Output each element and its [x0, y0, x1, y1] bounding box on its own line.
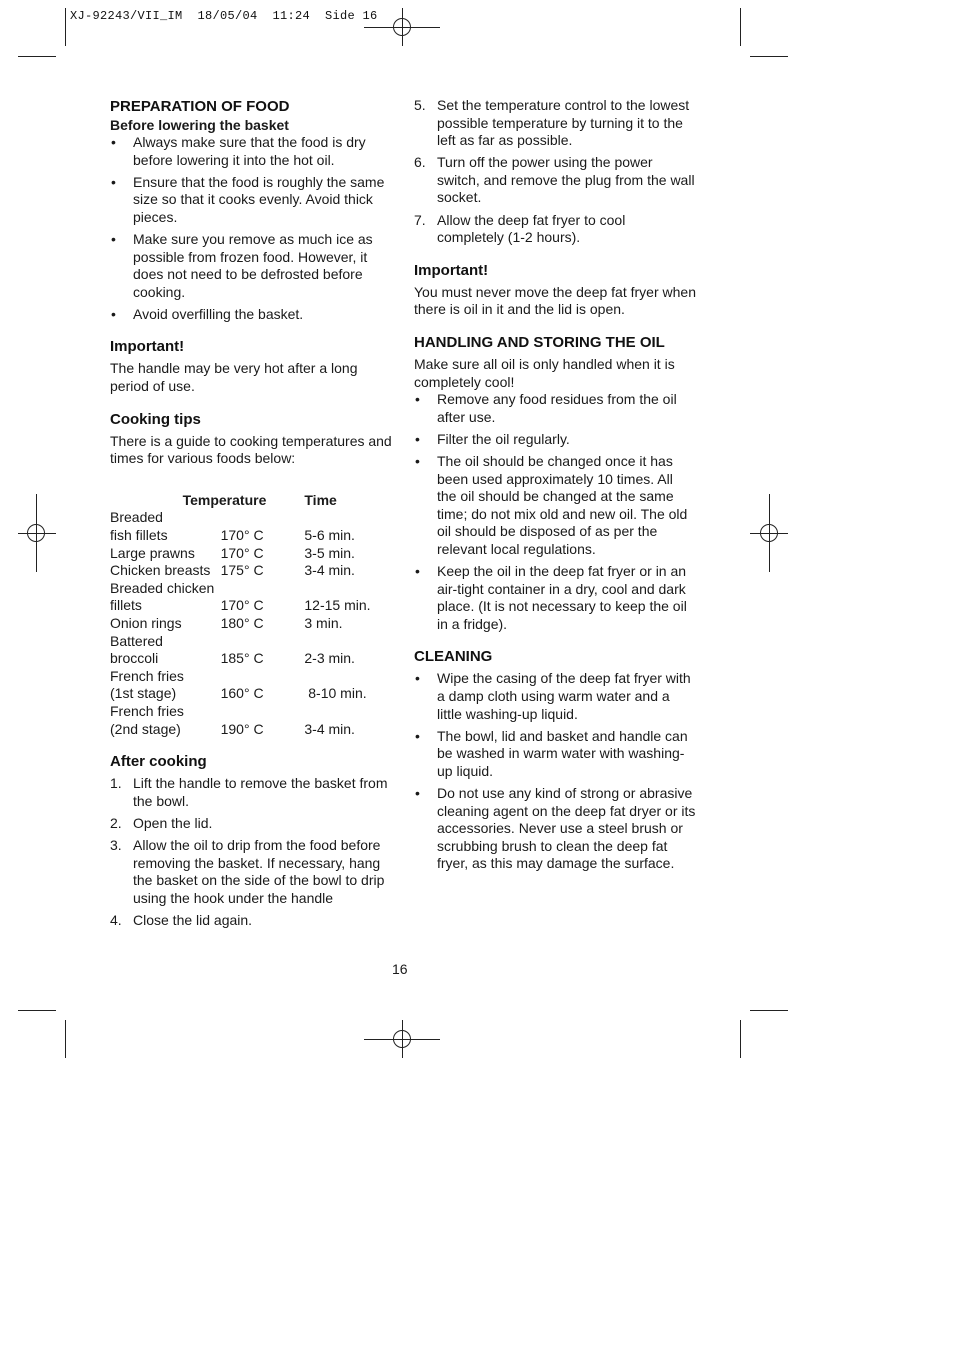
- table-row: fish fillets 170° C 5-6 min.: [110, 527, 355, 543]
- table-row: Battered: [110, 632, 163, 649]
- important-heading: Important!: [110, 338, 185, 356]
- list-item: 6. Turn off the power using the power switch, and remove the plug from the wall socket.: [414, 154, 695, 206]
- cleaning-list: [414, 670, 696, 873]
- table-row: Onion rings 180° C 3 min.: [110, 614, 343, 631]
- list-item: 3. Allow the oil to drip from the food before removing the basket. If necessary, hang the basket on the side of the bowl to drip using the hook under the handle: [110, 836, 385, 906]
- section-heading-preparation: PREPARATION OF FOOD: [110, 98, 290, 115]
- bullet-icon: •: [111, 230, 116, 247]
- bullet-icon: •: [111, 134, 116, 150]
- before-lowering-list: [110, 134, 392, 323]
- bullet-icon: •: [415, 670, 420, 687]
- list-item: 7. Allow the deep fat fryer to cool completely (1-2 hours).: [414, 211, 626, 246]
- cooking-tips-heading: Cooking tips: [110, 410, 201, 428]
- list-item: • Remove any food residues from the oil after use.: [415, 391, 677, 425]
- table-row: Large prawns 170° C 3-5 min.: [110, 544, 355, 561]
- crop-mark: [18, 56, 56, 57]
- bullet-icon: •: [415, 727, 420, 744]
- table-row: fillets 170° C 12-15 min.: [110, 597, 371, 614]
- right-column: [414, 97, 696, 877]
- crop-mark: [18, 1010, 56, 1011]
- list-item: • Ensure that the food is roughly the same size so that it cooks evenly. Avoid thick pieces.: [111, 173, 385, 225]
- list-item: 2. Open the lid.: [110, 814, 213, 831]
- list-item: • Make sure you remove as much ice as possible from frozen food. However, it does not need to be defrosted before cooking.: [111, 230, 373, 300]
- table-header-row: [110, 492, 392, 510]
- step-number: 7.: [414, 211, 426, 228]
- print-slug: XJ-92243/VII_IM 18/05/04 11:24 Side 16: [70, 9, 378, 23]
- list-item: • The bowl, lid and basket and handle can be washed in warm water with washing-up liquid.: [415, 727, 688, 779]
- step-number: 3.: [110, 836, 122, 853]
- cooking-table: [110, 492, 392, 738]
- crop-mark: [750, 1010, 788, 1011]
- table-row: (1st stage) 160° C 8-10 min.: [110, 685, 367, 702]
- list-item: • Always make sure that the food is dry before lowering it into the hot oil.: [111, 134, 366, 168]
- bullet-icon: •: [111, 173, 116, 190]
- bullet-icon: •: [415, 391, 420, 408]
- registration-circle-icon: [393, 1030, 411, 1048]
- step-number: 4.: [110, 911, 122, 928]
- crop-mark: [750, 56, 788, 57]
- left-column: [110, 97, 392, 934]
- table-row: Breaded chicken: [110, 579, 215, 596]
- crop-mark: [65, 8, 66, 46]
- step-number: 6.: [414, 154, 426, 171]
- oil-list: [414, 391, 696, 633]
- bullet-icon: •: [415, 784, 420, 801]
- list-item: 4. Close the lid again.: [110, 911, 253, 928]
- bullet-icon: •: [111, 305, 116, 322]
- section-heading-oil: HANDLING AND STORING THE OIL: [414, 333, 665, 351]
- bullet-icon: •: [415, 452, 420, 469]
- list-item: • Filter the oil regularly.: [415, 430, 570, 447]
- step-number: 1.: [110, 775, 122, 792]
- registration-circle-icon: [27, 524, 45, 542]
- registration-circle-icon: [760, 524, 778, 542]
- table-row: French fries: [110, 702, 184, 719]
- shutdown-steps-list: [414, 97, 696, 247]
- table-header: Time: [304, 491, 337, 508]
- list-item: 1. Lift the handle to remove the basket from the bowl.: [110, 775, 388, 809]
- list-item: • Avoid overfilling the basket.: [111, 305, 304, 322]
- subheading-before-lowering: Before lowering the basket: [110, 117, 289, 133]
- after-cooking-heading: After cooking: [110, 753, 207, 771]
- table-row: Chicken breasts 175° C 3-4 min.: [110, 562, 355, 579]
- list-item: • Wipe the casing of the deep fat fryer with a damp cloth using warm water and a little washing-up liquid.: [415, 670, 691, 722]
- table-row: (2nd stage) 190° C 3-4 min.: [110, 720, 355, 737]
- step-number: 2.: [110, 814, 122, 831]
- oil-intro-text: Make sure all oil is only handled when it is completely cool!: [414, 355, 675, 390]
- important-heading: Important!: [414, 261, 489, 279]
- bullet-icon: •: [415, 430, 420, 447]
- section-heading-cleaning: CLEANING: [414, 648, 493, 666]
- crop-mark: [740, 8, 741, 46]
- table-row: Breaded: [110, 509, 163, 526]
- table-row: broccoli 185° C 2-3 min.: [110, 650, 355, 667]
- crop-mark: [740, 1020, 741, 1058]
- registration-circle-icon: [393, 18, 411, 36]
- list-item: 5. Set the temperature control to the lowest possible temperature by turning it to the left as far as possible.: [414, 97, 690, 149]
- table-row: French fries: [110, 667, 184, 684]
- table-header: Temperature: [182, 491, 267, 508]
- page-number: 16: [392, 961, 408, 977]
- important-text: You must never move the deep fat fryer when there is oil in it and the lid is open.: [414, 283, 696, 318]
- list-item: • The oil should be changed once it has been used approximately 10 times. All the oil should be changed at the same time; do not mix old and new oil. The old oil should be disposed of as per the relevant local regulations.: [415, 452, 688, 557]
- cooking-tips-text: There is a guide to cooking temperatures and times for various foods below:: [110, 432, 392, 467]
- after-cooking-list: [110, 775, 392, 929]
- important-text: The handle may be very hot after a long period of use.: [110, 360, 358, 395]
- list-item: • Keep the oil in the deep fat fryer or in an air-tight container in a dry, cool and dark place. (It is not necessary to keep the oil in a fridge).: [415, 562, 687, 632]
- list-item: • Do not use any kind of strong or abrasive cleaning agent on the deep fat dryer or its accessories. Never use a steel brush or scrubbing brush to clean the deep fat fryer, as this may damage the surface.: [415, 784, 696, 872]
- crop-mark: [65, 1020, 66, 1058]
- bullet-icon: •: [415, 562, 420, 579]
- step-number: 5.: [414, 97, 426, 113]
